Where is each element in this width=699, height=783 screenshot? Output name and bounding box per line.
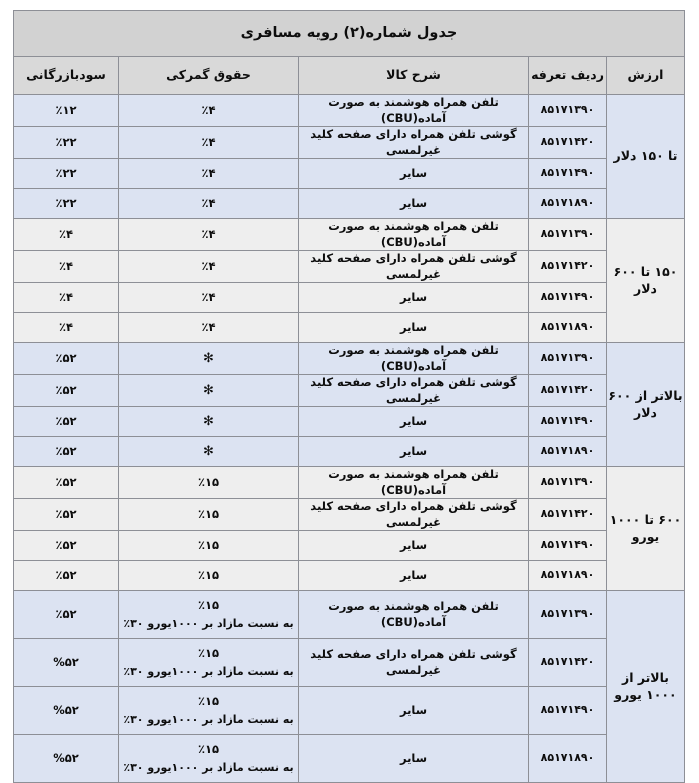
goods-description-cell: سایر xyxy=(299,313,529,343)
goods-description-cell: سایر xyxy=(299,189,529,219)
tariff-code-cell: ۸۵۱۷۱۸۹۰ xyxy=(529,189,607,219)
table-row xyxy=(13,437,684,467)
customs-duty-surcharge-note: به نسبت مازاد بر ۱۰۰۰یورو ۳۰٪ xyxy=(123,665,294,679)
customs-duty-cell xyxy=(119,531,299,561)
goods-description-cell: سایر xyxy=(299,687,529,735)
customs-duty-cell xyxy=(119,313,299,343)
tariff-code-cell: ۸۵۱۷۱۴۲۰ xyxy=(529,499,607,531)
value-range-cell: بالاتر از ۱۰۰۰ یورو xyxy=(607,591,685,783)
goods-description-cell: تلفن همراه هوشمند به صورت آماده(CBU) xyxy=(299,219,529,251)
trade-profit-cell: ٪۵۲ xyxy=(13,343,118,375)
trade-profit-cell: ٪۴ xyxy=(13,283,118,313)
goods-description-cell: گوشی تلفن همراه دارای صفحه کلید غیرلمسی xyxy=(299,499,529,531)
table-row xyxy=(13,343,684,375)
customs-duty-value: ٪۱۵ xyxy=(197,474,220,489)
tariff-code-cell: ۸۵۱۷۱۸۹۰ xyxy=(529,561,607,591)
table-row xyxy=(13,283,684,313)
customs-duty-value: ٪۱۵ xyxy=(197,741,220,756)
tariff-code-cell: ۸۵۱۷۱۴۲۰ xyxy=(529,127,607,159)
customs-duty-cell xyxy=(119,343,299,375)
tariff-code-cell: ۸۵۱۷۱۳۹۰ xyxy=(529,467,607,499)
customs-duty-cell xyxy=(119,375,299,407)
goods-description-cell: گوشی تلفن همراه دارای صفحه کلید غیرلمسی xyxy=(299,251,529,283)
table-row xyxy=(13,639,684,687)
tariff-code-cell: ۸۵۱۷۱۸۹۰ xyxy=(529,735,607,783)
goods-description-cell: گوشی تلفن همراه دارای صفحه کلید غیرلمسی xyxy=(299,639,529,687)
goods-description-cell: گوشی تلفن همراه دارای صفحه کلید غیرلمسی xyxy=(299,127,529,159)
table-row xyxy=(13,499,684,531)
customs-duty-value: ٪۱۵ xyxy=(197,537,220,552)
trade-profit-cell: ٪۴ xyxy=(13,313,118,343)
table-title: جدول شماره(۲) رویه مسافری xyxy=(13,11,684,57)
table-row xyxy=(13,407,684,437)
tariff-code-cell: ۸۵۱۷۱۴۹۰ xyxy=(529,159,607,189)
customs-duty-value: ٪۴ xyxy=(201,195,216,210)
table-row xyxy=(13,313,684,343)
asterisk-icon: ✻ xyxy=(203,413,214,429)
column-header-value: ارزش xyxy=(607,57,685,95)
customs-duty-value: ٪۴ xyxy=(201,319,216,334)
table-row xyxy=(13,467,684,499)
customs-duty-surcharge-note: به نسبت مازاد بر ۱۰۰۰یورو ۳۰٪ xyxy=(123,713,294,727)
trade-profit-cell: ٪۵۲ xyxy=(13,375,118,407)
trade-profit-cell: ٪۵۲ xyxy=(13,437,118,467)
customs-duty-cell xyxy=(119,189,299,219)
table-row xyxy=(13,687,684,735)
tariff-code-cell: ۸۵۱۷۱۴۹۰ xyxy=(529,531,607,561)
tariff-code-cell: ۸۵۱۷۱۸۹۰ xyxy=(529,437,607,467)
customs-duty-value: ٪۴ xyxy=(201,165,216,180)
tariff-code-cell: ۸۵۱۷۱۳۹۰ xyxy=(529,343,607,375)
tariff-code-cell: ۸۵۱۷۱۴۲۰ xyxy=(529,639,607,687)
customs-duty-value: ٪۱۵ xyxy=(197,506,220,521)
goods-description-cell: سایر xyxy=(299,407,529,437)
table-row xyxy=(13,561,684,591)
customs-duty-value: ٪۱۵ xyxy=(197,597,220,612)
table-row xyxy=(13,591,684,639)
tariff-table-container xyxy=(14,10,685,783)
customs-duty-cell xyxy=(119,127,299,159)
value-range-cell: ۶۰۰ تا ۱۰۰۰ یورو xyxy=(607,467,685,591)
goods-description-cell: تلفن همراه هوشمند به صورت آماده(CBU) xyxy=(299,591,529,639)
customs-duty-value: ٪۱۵ xyxy=(197,645,220,660)
tariff-code-cell: ۸۵۱۷۱۴۲۰ xyxy=(529,375,607,407)
goods-description-cell: سایر xyxy=(299,735,529,783)
trade-profit-cell: ٪۴ xyxy=(13,251,118,283)
trade-profit-cell: ٪۲۲ xyxy=(13,189,118,219)
trade-profit-cell: %۵۲ xyxy=(13,735,118,783)
goods-description-cell: سایر xyxy=(299,159,529,189)
table-row xyxy=(13,127,684,159)
table-row xyxy=(13,159,684,189)
customs-duty-cell xyxy=(119,687,299,735)
customs-duty-cell xyxy=(119,219,299,251)
goods-description-cell: سایر xyxy=(299,561,529,591)
tariff-code-cell: ۸۵۱۷۱۴۹۰ xyxy=(529,687,607,735)
value-range-cell: تا ۱۵۰ دلار xyxy=(607,95,685,219)
goods-description-cell: سایر xyxy=(299,531,529,561)
trade-profit-cell: ٪۵۲ xyxy=(13,499,118,531)
table-row xyxy=(13,189,684,219)
table-row xyxy=(13,251,684,283)
tariff-code-cell: ۸۵۱۷۱۴۲۰ xyxy=(529,251,607,283)
goods-description-cell: سایر xyxy=(299,283,529,313)
customs-duty-cell xyxy=(119,561,299,591)
customs-duty-cell xyxy=(119,639,299,687)
tariff-code-cell: ۸۵۱۷۱۸۹۰ xyxy=(529,313,607,343)
customs-duty-cell xyxy=(119,499,299,531)
customs-duty-value: ٪۴ xyxy=(201,226,216,241)
customs-duty-cell xyxy=(119,437,299,467)
goods-description-cell: گوشی تلفن همراه دارای صفحه کلید غیرلمسی xyxy=(299,375,529,407)
customs-duty-surcharge-note: به نسبت مازاد بر ۱۰۰۰یورو ۳۰٪ xyxy=(123,761,294,775)
customs-duty-cell xyxy=(119,283,299,313)
trade-profit-cell: %۵۲ xyxy=(13,639,118,687)
table-row xyxy=(13,219,684,251)
customs-duty-cell xyxy=(119,159,299,189)
trade-profit-cell: %۵۲ xyxy=(13,687,118,735)
trade-profit-cell: ٪۴ xyxy=(13,219,118,251)
tariff-code-cell: ۸۵۱۷۱۴۹۰ xyxy=(529,283,607,313)
table-row xyxy=(13,375,684,407)
trade-profit-cell: ٪۵۲ xyxy=(13,531,118,561)
trade-profit-cell: ٪۵۲ xyxy=(13,467,118,499)
customs-duty-value: ٪۴ xyxy=(201,289,216,304)
goods-description-cell: تلفن همراه هوشمند به صورت آماده(CBU) xyxy=(299,467,529,499)
column-header-customs-duty: حقوق گمرکی xyxy=(119,57,299,95)
asterisk-icon: ✻ xyxy=(203,382,214,398)
customs-duty-value: ٪۴ xyxy=(201,134,216,149)
customs-duty-value: ٪۱۵ xyxy=(197,567,220,582)
tariff-code-cell: ۸۵۱۷۱۳۹۰ xyxy=(529,95,607,127)
column-header-goods-description: شرح کالا xyxy=(299,57,529,95)
value-range-cell: بالاتر از ۶۰۰ دلار xyxy=(607,343,685,467)
tariff-code-cell: ۸۵۱۷۱۳۹۰ xyxy=(529,219,607,251)
table-row xyxy=(13,95,684,127)
customs-duty-cell xyxy=(119,467,299,499)
trade-profit-cell: ٪۵۲ xyxy=(13,561,118,591)
trade-profit-cell: ٪۲۲ xyxy=(13,159,118,189)
goods-description-cell: سایر xyxy=(299,437,529,467)
table-row xyxy=(13,735,684,783)
column-header-tariff-row: ردیف تعرفه xyxy=(529,57,607,95)
table-row xyxy=(13,531,684,561)
customs-duty-value: ٪۴ xyxy=(201,258,216,273)
customs-duty-cell xyxy=(119,591,299,639)
asterisk-icon: ✻ xyxy=(203,443,214,459)
column-header-trade-profit: سودبازرگانی xyxy=(13,57,118,95)
customs-duty-cell xyxy=(119,251,299,283)
goods-description-cell: تلفن همراه هوشمند به صورت آماده(CBU) xyxy=(299,95,529,127)
customs-duty-surcharge-note: به نسبت مازاد بر ۱۰۰۰یورو ۳۰٪ xyxy=(123,617,294,631)
tariff-code-cell: ۸۵۱۷۱۳۹۰ xyxy=(529,591,607,639)
customs-duty-value: ٪۴ xyxy=(201,102,216,117)
table-header-row xyxy=(13,57,684,95)
goods-description-cell: تلفن همراه هوشمند به صورت آماده(CBU) xyxy=(299,343,529,375)
customs-duty-value: ٪۱۵ xyxy=(197,693,220,708)
trade-profit-cell: ٪۵۲ xyxy=(13,591,118,639)
trade-profit-cell: ٪۵۲ xyxy=(13,407,118,437)
customs-duty-cell xyxy=(119,407,299,437)
asterisk-icon: ✻ xyxy=(203,350,214,366)
table-title-row xyxy=(13,11,684,57)
customs-duty-cell xyxy=(119,735,299,783)
value-range-cell: ۱۵۰ تا ۶۰۰ دلار xyxy=(607,219,685,343)
tariff-code-cell: ۸۵۱۷۱۴۹۰ xyxy=(529,407,607,437)
trade-profit-cell: ٪۱۲ xyxy=(13,95,118,127)
customs-duty-cell xyxy=(119,95,299,127)
trade-profit-cell: ٪۲۲ xyxy=(13,127,118,159)
travel-procedure-tariff-table xyxy=(13,10,685,783)
